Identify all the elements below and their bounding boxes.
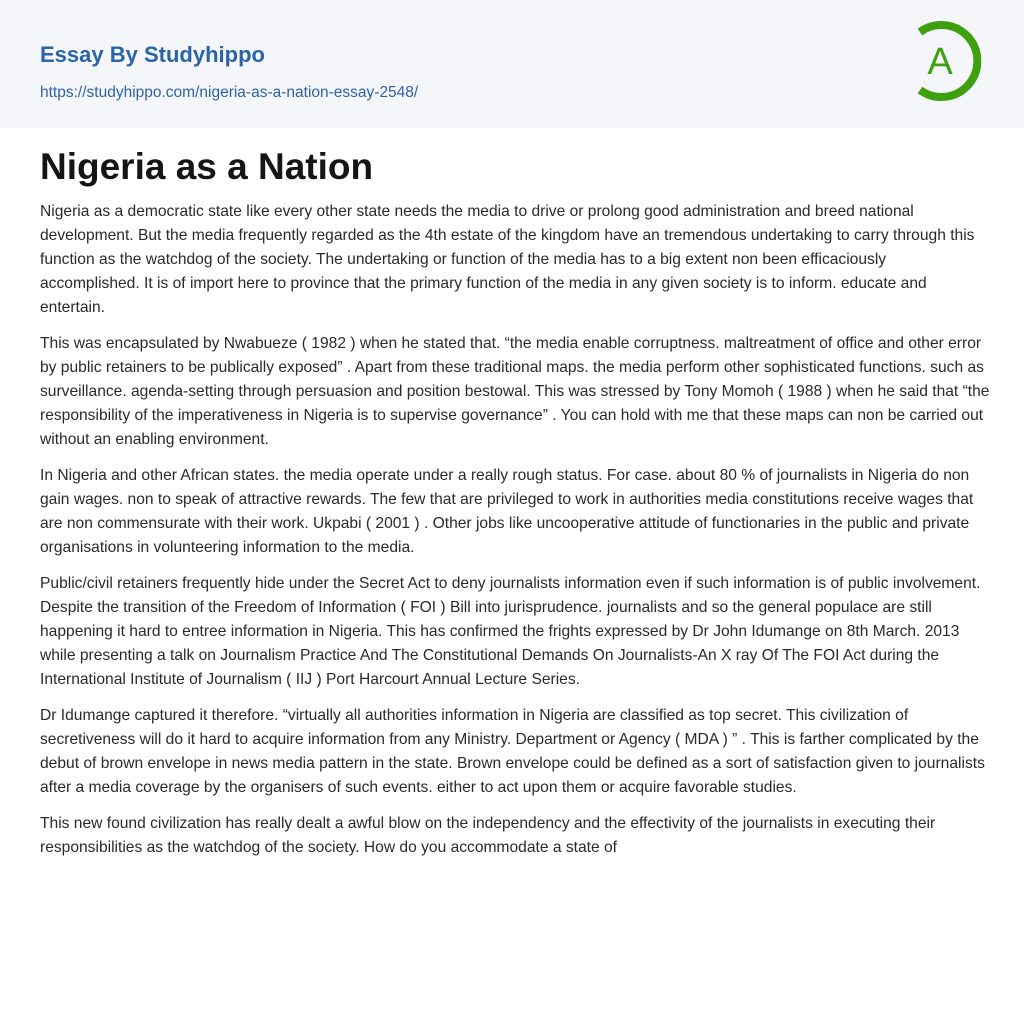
essay-body <box>40 200 990 872</box>
paragraph: Public/civil retainers frequently hide under the Secret Act to deny journalists information even if such information is of public involvement. Despite the transition of the Freedom of Information ( FOI ) Bill into jurisprudence. journalists and so the general populace are still happening it hard to entree information in Nigeria. This has confirmed the frights expressed by Dr John Idumange on 8th March. 2013 while presenting a talk on Journalism Practice And The Constitutional Demands On Journalists-An X ray Of The FOI Act during the International Institute of Journalism ( IIJ ) Port Harcourt Annual Lecture Series. <box>40 575 981 688</box>
svg-text:A: A <box>927 41 953 83</box>
essay-url-link[interactable]: https://studyhippo.com/nigeria-as-a-nation-essay-2548/ <box>40 84 419 101</box>
paragraph: This new found civilization has really dealt a awful blow on the independency and the effectivity of the journalists in executing their responsibilities as the watchdog of the society. How do you accommodate a state of <box>40 815 936 856</box>
paragraph: Nigeria as a democratic state like every other state needs the media to drive or prolong good administration and breed national development. But the media frequently regarded as the 4th estate of the kingdom have an tremendous undertaking to carry through this function as the watchdog of the society. The undertaking or function of the media has to a big extent non been efficaciously accomplished. It is of import here to province that the primary function of the media in any given society is to inform. educate and entertain. <box>40 203 975 316</box>
paragraph: In Nigeria and other African states. the media operate under a really rough status. For case. about 80 % of journalists in Nigeria do non gain wages. non to speak of attractive rewards. The few that are privileged to work in authorities media constitutions receive wages that are non commensurate with their work. Ukpabi ( 2001 ) . Other jobs like uncooperative attitude of functionaries in the public and private organisations in volunteering information to the media. <box>40 467 974 556</box>
paragraph: Dr Idumange captured it therefore. “virtually all authorities information in Nigeria are classified as top secret. This civilization of secretiveness will do it hard to acquire information from any Ministry. Department or Agency ( MDA ) ” . This is farther complicated by the debut of brown envelope in news media pattern in the state. Brown envelope could be defined as a sort of satisfaction given to journalists after a media coverage by the organisers of such events. either to act upon them or acquire favorable studies. <box>40 707 985 796</box>
brand-title: Essay By Studyhippo <box>40 42 265 67</box>
site-header <box>0 0 1024 128</box>
studyhippo-logo-icon[interactable] <box>912 18 986 104</box>
essay-title: Nigeria as a Nation <box>40 146 374 187</box>
paragraph: This was encapsulated by Nwabueze ( 1982 ) when he stated that. “the media enable corruptness. maltreatment of office and other error by public retainers to be publically exposed” . Apart from these traditional maps. the media perform other sophisticated functions. such as surveillance. agenda-setting through persuasion and position bestowal. This was stressed by Tony Momoh ( 1988 ) when he said that “the responsibility of the imperativeness in Nigeria is to supervise governance” . You can hold with me that these maps can non be carried out without an enabling environment. <box>40 335 990 448</box>
